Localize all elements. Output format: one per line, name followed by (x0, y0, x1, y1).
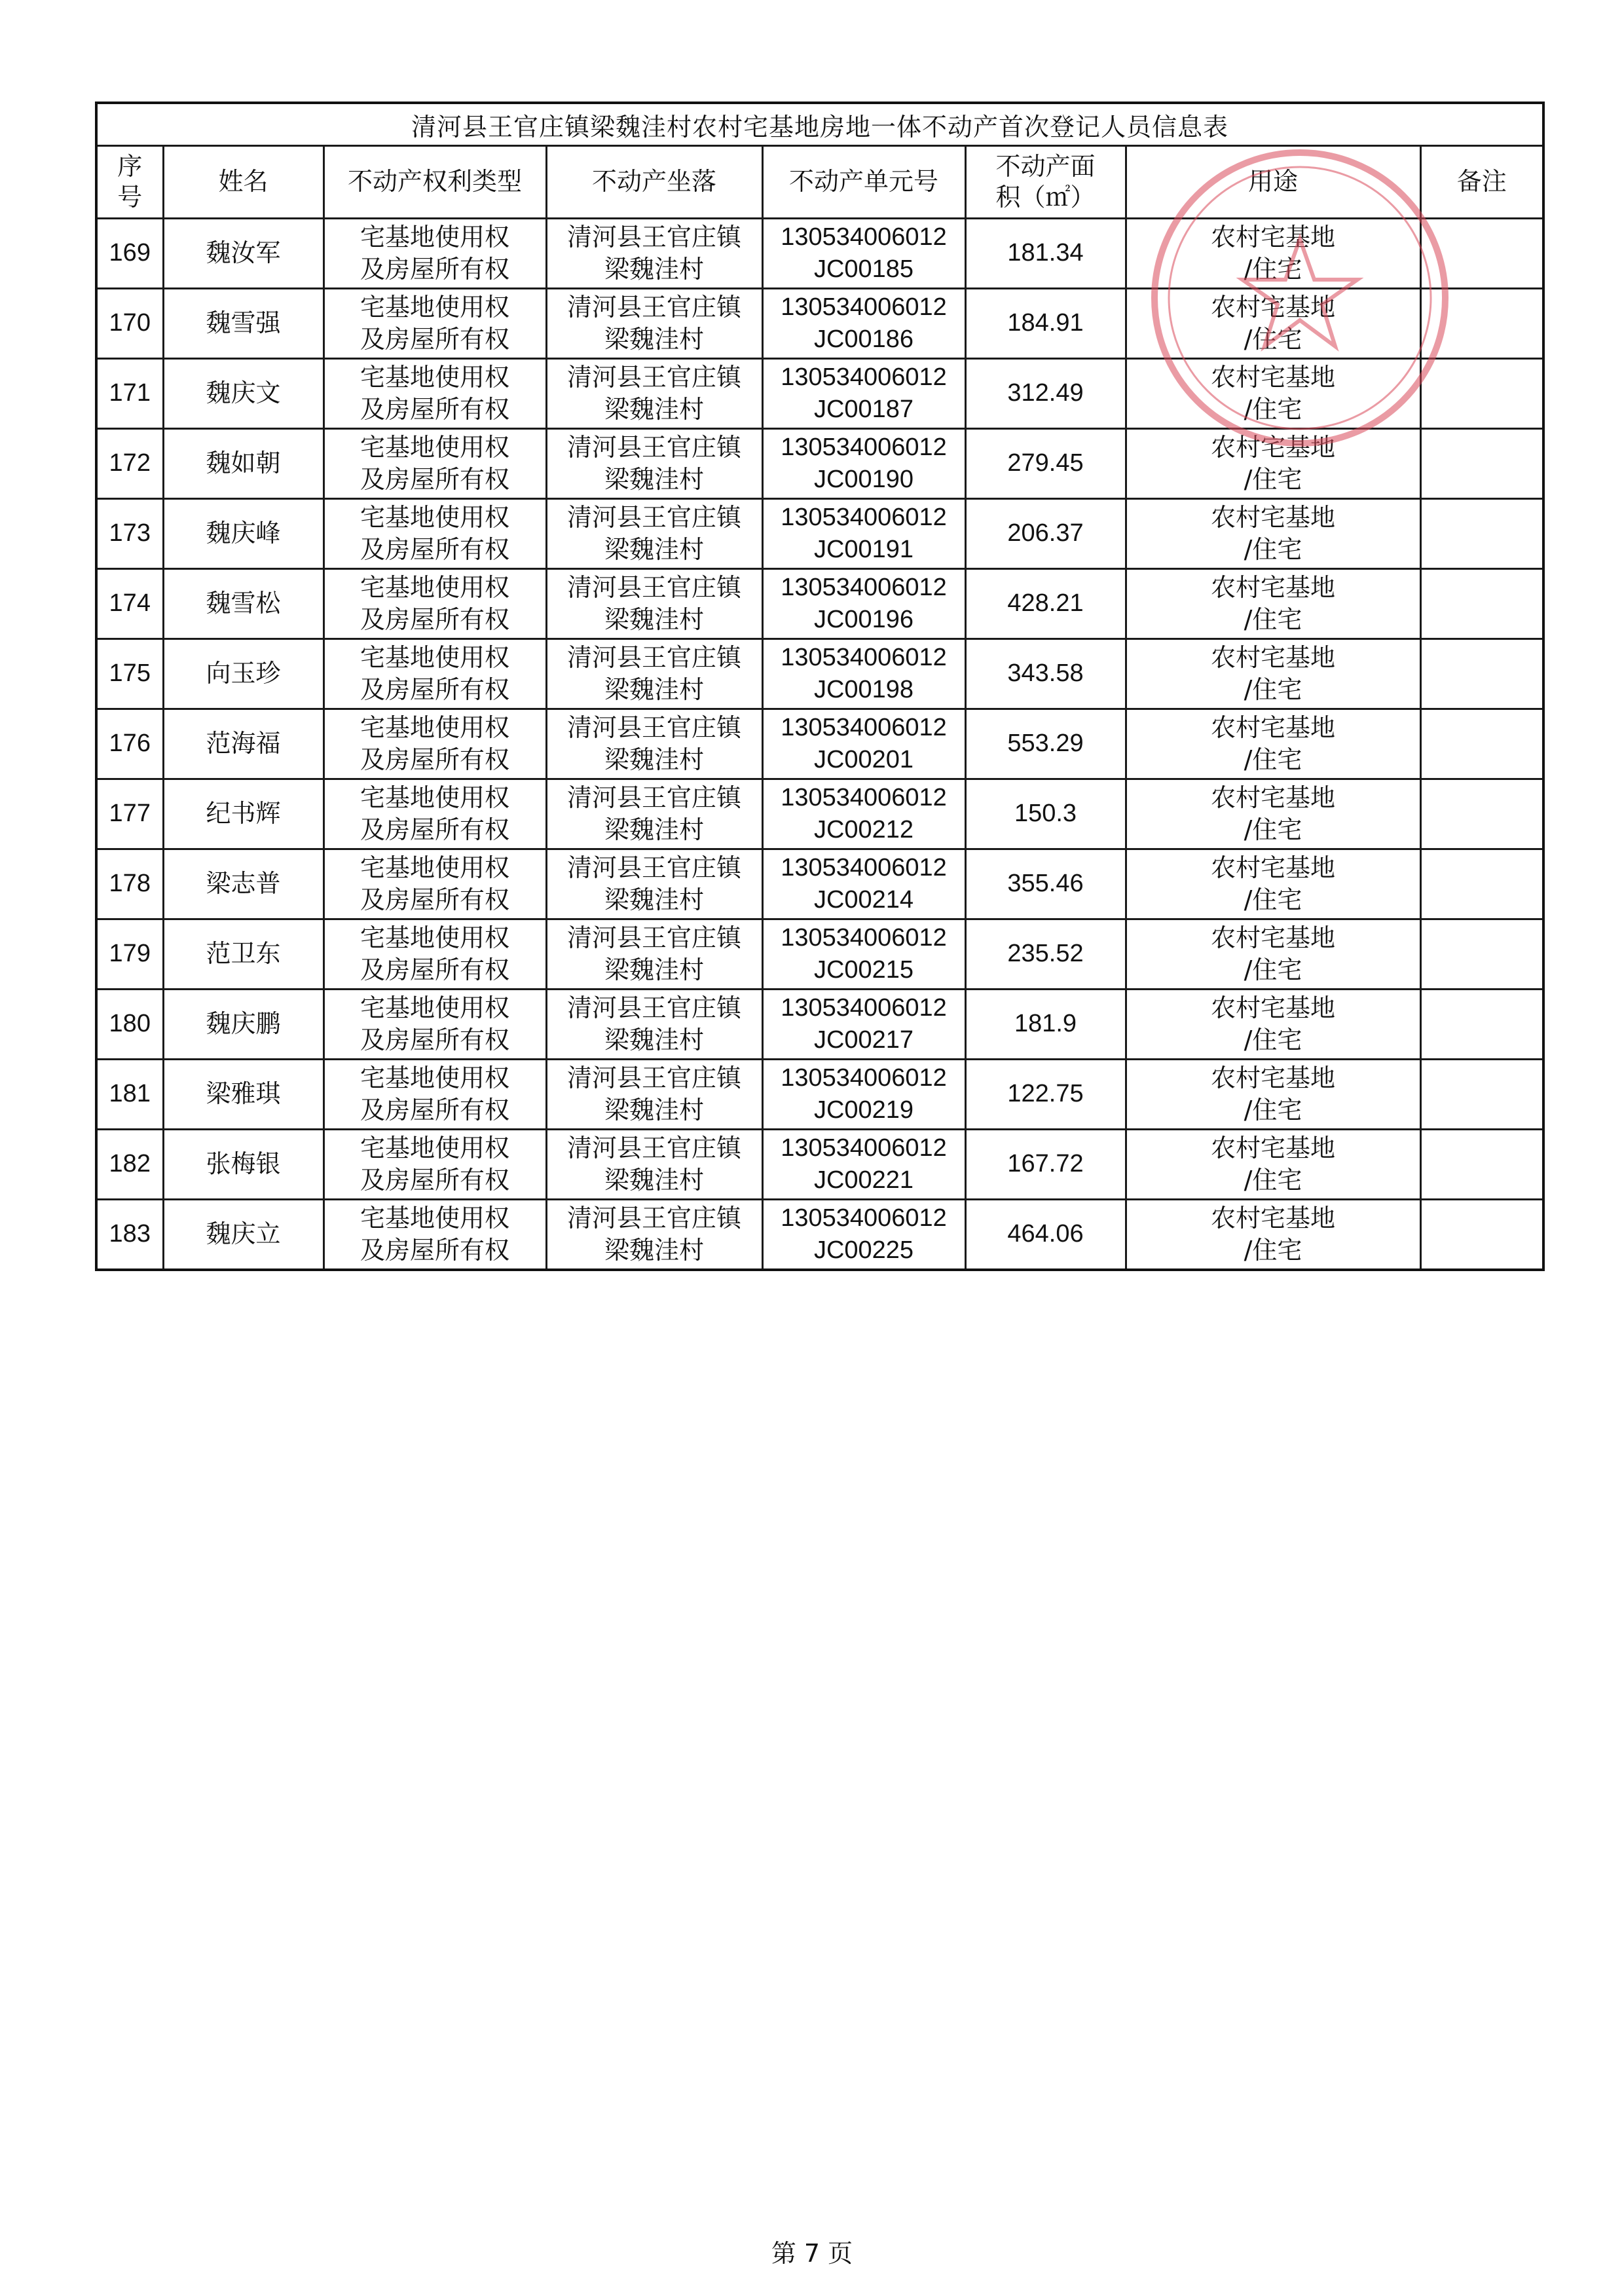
cell-unit-no-line2: JC00219 (813, 1096, 914, 1124)
cell-unit-no-line2: JC00215 (813, 956, 914, 984)
cell-usage-line1: 农村宅基地 (1210, 572, 1335, 602)
cell-unit-no-line1: 130534006012 (781, 993, 947, 1022)
cell-location-line1: 清河县王官庄镇 (566, 783, 741, 812)
cell-location-line2: 梁魏洼村 (604, 955, 704, 984)
cell-location-line1: 清河县王官庄镇 (566, 362, 741, 392)
cell-unit-no (762, 499, 965, 569)
cell-location (546, 429, 762, 499)
cell-location-line2: 梁魏洼村 (604, 465, 704, 494)
table-row (96, 499, 1543, 569)
cell-usage (1126, 709, 1420, 779)
cell-seq: 178 (96, 849, 163, 919)
cell-unit-no-line1: 130534006012 (781, 293, 947, 321)
cell-unit-no (762, 1130, 965, 1200)
cell-right-type-line2: 及房屋所有权 (360, 465, 509, 494)
cell-usage-line1: 农村宅基地 (1210, 783, 1335, 812)
cell-usage (1126, 569, 1420, 639)
cell-remark (1420, 849, 1543, 919)
cell-name: 魏庆立 (163, 1200, 323, 1270)
cell-right-type-line1: 宅基地使用权 (360, 222, 509, 251)
header-name: 姓名 (163, 146, 323, 219)
cell-unit-no-line1: 130534006012 (781, 923, 947, 952)
cell-usage-line2: /住宅 (1244, 1166, 1302, 1194)
cell-unit-no (762, 779, 965, 849)
cell-location-line1: 清河县王官庄镇 (566, 1203, 741, 1232)
cell-unit-no-line2: JC00198 (813, 676, 914, 703)
cell-location-line2: 梁魏洼村 (604, 255, 704, 284)
cell-usage-line1: 农村宅基地 (1210, 432, 1335, 462)
header-location: 不动产坐落 (546, 146, 762, 219)
cell-usage-line2: /住宅 (1244, 675, 1302, 704)
cell-right-type-line1: 宅基地使用权 (360, 572, 509, 602)
cell-remark (1420, 779, 1543, 849)
table-row (96, 1130, 1543, 1200)
cell-location (546, 359, 762, 429)
cell-right-type (323, 1200, 546, 1270)
cell-usage (1126, 359, 1420, 429)
cell-right-type-line1: 宅基地使用权 (360, 432, 509, 462)
cell-area: 312.49 (965, 359, 1126, 429)
cell-remark (1420, 359, 1543, 429)
cell-usage (1126, 499, 1420, 569)
cell-right-type-line2: 及房屋所有权 (360, 745, 509, 774)
cell-usage-line2: /住宅 (1244, 815, 1302, 844)
cell-location-line2: 梁魏洼村 (604, 885, 704, 914)
cell-location-line1: 清河县王官庄镇 (566, 642, 741, 672)
cell-area: 553.29 (965, 709, 1126, 779)
cell-right-type-line1: 宅基地使用权 (360, 1203, 509, 1232)
cell-usage-line2: /住宅 (1244, 955, 1302, 984)
table-row (96, 709, 1543, 779)
cell-location-line2: 梁魏洼村 (604, 535, 704, 564)
table-row (96, 429, 1543, 499)
cell-unit-no-line2: JC00191 (813, 536, 914, 563)
cell-unit-no-line2: JC00185 (813, 255, 914, 283)
table-row (96, 1060, 1543, 1130)
cell-area: 181.34 (965, 219, 1126, 289)
cell-right-type-line1: 宅基地使用权 (360, 923, 509, 952)
cell-right-type-line1: 宅基地使用权 (360, 502, 509, 532)
cell-right-type-line1: 宅基地使用权 (360, 993, 509, 1022)
cell-location (546, 1060, 762, 1130)
cell-right-type (323, 639, 546, 709)
cell-usage-line1: 农村宅基地 (1210, 292, 1335, 322)
cell-location (546, 919, 762, 990)
cell-location-line2: 梁魏洼村 (604, 1026, 704, 1054)
cell-area: 279.45 (965, 429, 1126, 499)
cell-remark (1420, 219, 1543, 289)
cell-usage-line1: 农村宅基地 (1210, 853, 1335, 882)
cell-right-type-line2: 及房屋所有权 (360, 1026, 509, 1054)
cell-location-line2: 梁魏洼村 (604, 395, 704, 424)
cell-seq: 176 (96, 709, 163, 779)
cell-name: 魏庆鹏 (163, 990, 323, 1060)
cell-usage-line2: /住宅 (1244, 1236, 1302, 1265)
cell-unit-no (762, 1060, 965, 1130)
cell-unit-no (762, 569, 965, 639)
cell-usage (1126, 1200, 1420, 1270)
cell-usage (1126, 849, 1420, 919)
cell-usage (1126, 639, 1420, 709)
table-row (96, 849, 1543, 919)
cell-usage (1126, 1130, 1420, 1200)
cell-right-type-line2: 及房屋所有权 (360, 605, 509, 634)
cell-right-type-line1: 宅基地使用权 (360, 292, 509, 322)
cell-unit-no-line2: JC00214 (813, 886, 914, 914)
cell-location-line1: 清河县王官庄镇 (566, 502, 741, 532)
cell-unit-no (762, 919, 965, 990)
cell-area: 355.46 (965, 849, 1126, 919)
cell-unit-no (762, 990, 965, 1060)
cell-unit-no (762, 709, 965, 779)
cell-location-line2: 梁魏洼村 (604, 325, 704, 354)
header-right-type: 不动产权利类型 (323, 146, 546, 219)
cell-usage-line1: 农村宅基地 (1210, 222, 1335, 251)
cell-location (546, 219, 762, 289)
cell-usage-line2: /住宅 (1244, 325, 1302, 354)
cell-usage-line2: /住宅 (1244, 1026, 1302, 1054)
cell-seq: 171 (96, 359, 163, 429)
cell-right-type-line1: 宅基地使用权 (360, 1063, 509, 1092)
cell-name: 魏雪强 (163, 289, 323, 359)
cell-unit-no-line2: JC00221 (813, 1166, 914, 1194)
table-row (96, 990, 1543, 1060)
cell-usage-line2: /住宅 (1244, 395, 1302, 424)
table-row (96, 919, 1543, 990)
cell-seq: 180 (96, 990, 163, 1060)
cell-unit-no-line2: JC00190 (813, 466, 914, 493)
cell-remark (1420, 289, 1543, 359)
cell-location-line2: 梁魏洼村 (604, 1236, 704, 1265)
cell-right-type (323, 289, 546, 359)
cell-area: 235.52 (965, 919, 1126, 990)
cell-location (546, 849, 762, 919)
cell-right-type-line2: 及房屋所有权 (360, 1096, 509, 1124)
table-row (96, 639, 1543, 709)
cell-unit-no-line1: 130534006012 (781, 433, 947, 461)
cell-location (546, 639, 762, 709)
cell-unit-no-line2: JC00212 (813, 816, 914, 843)
cell-seq: 169 (96, 219, 163, 289)
cell-seq: 172 (96, 429, 163, 499)
cell-seq: 181 (96, 1060, 163, 1130)
cell-usage-line2: /住宅 (1244, 465, 1302, 494)
cell-unit-no-line1: 130534006012 (781, 783, 947, 811)
cell-location (546, 709, 762, 779)
cell-area: 206.37 (965, 499, 1126, 569)
cell-right-type (323, 990, 546, 1060)
cell-seq: 179 (96, 919, 163, 990)
cell-location-line2: 梁魏洼村 (604, 745, 704, 774)
cell-unit-no-line1: 130534006012 (781, 363, 947, 391)
cell-usage-line2: /住宅 (1244, 885, 1302, 914)
cell-unit-no (762, 289, 965, 359)
table-row (96, 569, 1543, 639)
cell-unit-no-line2: JC00186 (813, 325, 914, 353)
cell-unit-no-line2: JC00217 (813, 1026, 914, 1054)
cell-right-type (323, 569, 546, 639)
cell-name: 魏如朝 (163, 429, 323, 499)
cell-location (546, 1200, 762, 1270)
cell-unit-no (762, 359, 965, 429)
cell-remark (1420, 1060, 1543, 1130)
cell-unit-no-line1: 130534006012 (781, 503, 947, 531)
cell-right-type (323, 709, 546, 779)
cell-location-line2: 梁魏洼村 (604, 1166, 704, 1194)
cell-right-type-line2: 及房屋所有权 (360, 255, 509, 284)
cell-unit-no (762, 429, 965, 499)
cell-unit-no-line1: 130534006012 (781, 1204, 947, 1232)
cell-location-line1: 清河县王官庄镇 (566, 993, 741, 1022)
cell-usage-line1: 农村宅基地 (1210, 1063, 1335, 1092)
table-row (96, 289, 1543, 359)
cell-unit-no (762, 1200, 965, 1270)
cell-unit-no-line1: 130534006012 (781, 713, 947, 741)
cell-usage-line1: 农村宅基地 (1210, 713, 1335, 742)
cell-right-type (323, 429, 546, 499)
cell-location-line1: 清河县王官庄镇 (566, 432, 741, 462)
cell-right-type-line1: 宅基地使用权 (360, 1133, 509, 1162)
cell-location (546, 779, 762, 849)
table-row (96, 219, 1543, 289)
cell-unit-no-line2: JC00187 (813, 396, 914, 423)
cell-remark (1420, 990, 1543, 1060)
cell-right-type-line1: 宅基地使用权 (360, 783, 509, 812)
cell-usage-line1: 农村宅基地 (1210, 923, 1335, 952)
cell-area: 464.06 (965, 1200, 1126, 1270)
cell-area: 181.9 (965, 990, 1126, 1060)
cell-right-type-line1: 宅基地使用权 (360, 362, 509, 392)
cell-remark (1420, 1200, 1543, 1270)
cell-location-line2: 梁魏洼村 (604, 815, 704, 844)
cell-usage (1126, 990, 1420, 1060)
cell-seq: 173 (96, 499, 163, 569)
cell-usage-line1: 农村宅基地 (1210, 1133, 1335, 1162)
cell-seq: 175 (96, 639, 163, 709)
cell-usage (1126, 289, 1420, 359)
cell-remark (1420, 429, 1543, 499)
cell-usage (1126, 779, 1420, 849)
cell-unit-no (762, 639, 965, 709)
cell-right-type (323, 849, 546, 919)
cell-right-type-line2: 及房屋所有权 (360, 815, 509, 844)
cell-unit-no-line1: 130534006012 (781, 853, 947, 881)
cell-seq: 182 (96, 1130, 163, 1200)
cell-right-type-line2: 及房屋所有权 (360, 395, 509, 424)
cell-name: 魏汝军 (163, 219, 323, 289)
cell-name: 魏庆文 (163, 359, 323, 429)
header-area-line2: 积（㎡） (995, 183, 1096, 212)
cell-unit-no (762, 849, 965, 919)
cell-location (546, 569, 762, 639)
cell-location-line1: 清河县王官庄镇 (566, 222, 741, 251)
table-row (96, 359, 1543, 429)
cell-right-type-line2: 及房屋所有权 (360, 675, 509, 704)
cell-location-line2: 梁魏洼村 (604, 605, 704, 634)
page-number: 第 7 页 (771, 2239, 853, 2268)
header-seq (96, 146, 163, 219)
cell-area: 150.3 (965, 779, 1126, 849)
table-row (96, 779, 1543, 849)
cell-usage (1126, 219, 1420, 289)
cell-area: 167.72 (965, 1130, 1126, 1200)
header-area-line1: 不动产面 (995, 151, 1096, 181)
cell-usage-line1: 农村宅基地 (1210, 642, 1335, 672)
cell-seq: 174 (96, 569, 163, 639)
cell-unit-no-line2: JC00201 (813, 746, 914, 773)
header-seq-line1: 序 (117, 151, 143, 181)
cell-unit-no-line1: 130534006012 (781, 573, 947, 601)
cell-usage-line2: /住宅 (1244, 535, 1302, 564)
registration-table (95, 102, 1545, 1271)
cell-right-type-line2: 及房屋所有权 (360, 885, 509, 914)
cell-location-line1: 清河县王官庄镇 (566, 1133, 741, 1162)
cell-usage-line1: 农村宅基地 (1210, 993, 1335, 1022)
header-usage: 用途 (1126, 146, 1420, 219)
cell-location-line2: 梁魏洼村 (604, 675, 704, 704)
cell-area: 122.75 (965, 1060, 1126, 1130)
cell-name: 魏庆峰 (163, 499, 323, 569)
cell-remark (1420, 499, 1543, 569)
cell-remark (1420, 1130, 1543, 1200)
cell-right-type-line2: 及房屋所有权 (360, 1236, 509, 1265)
cell-usage (1126, 1060, 1420, 1130)
cell-location-line1: 清河县王官庄镇 (566, 923, 741, 952)
cell-right-type (323, 219, 546, 289)
cell-usage-line2: /住宅 (1244, 1096, 1302, 1124)
cell-name: 梁志普 (163, 849, 323, 919)
cell-right-type-line2: 及房屋所有权 (360, 955, 509, 984)
cell-location-line1: 清河县王官庄镇 (566, 1063, 741, 1092)
header-unit-no: 不动产单元号 (762, 146, 965, 219)
cell-usage-line1: 农村宅基地 (1210, 1203, 1335, 1232)
cell-usage-line1: 农村宅基地 (1210, 362, 1335, 392)
header-seq-line2: 号 (117, 183, 143, 212)
cell-right-type (323, 1130, 546, 1200)
cell-name: 范卫东 (163, 919, 323, 990)
cell-right-type (323, 359, 546, 429)
cell-name: 向玉珍 (163, 639, 323, 709)
cell-unit-no-line2: JC00225 (813, 1236, 914, 1264)
cell-seq: 177 (96, 779, 163, 849)
cell-location-line1: 清河县王官庄镇 (566, 572, 741, 602)
cell-seq: 183 (96, 1200, 163, 1270)
cell-usage (1126, 919, 1420, 990)
cell-location-line1: 清河县王官庄镇 (566, 853, 741, 882)
cell-location (546, 499, 762, 569)
cell-area: 184.91 (965, 289, 1126, 359)
cell-usage-line2: /住宅 (1244, 745, 1302, 774)
cell-area: 343.58 (965, 639, 1126, 709)
cell-right-type (323, 779, 546, 849)
cell-right-type (323, 499, 546, 569)
cell-right-type-line2: 及房屋所有权 (360, 325, 509, 354)
cell-right-type (323, 919, 546, 990)
cell-location-line2: 梁魏洼村 (604, 1096, 704, 1124)
cell-unit-no-line1: 130534006012 (781, 1064, 947, 1092)
header-remark: 备注 (1420, 146, 1543, 219)
cell-right-type-line2: 及房屋所有权 (360, 535, 509, 564)
cell-right-type-line1: 宅基地使用权 (360, 853, 509, 882)
cell-unit-no-line1: 130534006012 (781, 643, 947, 671)
cell-right-type-line1: 宅基地使用权 (360, 642, 509, 672)
cell-usage-line2: /住宅 (1244, 255, 1302, 284)
cell-usage-line1: 农村宅基地 (1210, 502, 1335, 532)
table-title: 清河县王官庄镇梁魏洼村农村宅基地房地一体不动产首次登记人员信息表 (96, 103, 1543, 146)
cell-right-type-line2: 及房屋所有权 (360, 1166, 509, 1194)
cell-usage (1126, 429, 1420, 499)
cell-right-type (323, 1060, 546, 1130)
cell-name: 范海福 (163, 709, 323, 779)
cell-seq: 170 (96, 289, 163, 359)
cell-usage-line2: /住宅 (1244, 605, 1302, 634)
cell-right-type-line1: 宅基地使用权 (360, 713, 509, 742)
cell-remark (1420, 919, 1543, 990)
cell-unit-no (762, 219, 965, 289)
cell-remark (1420, 569, 1543, 639)
header-row (96, 146, 1543, 219)
cell-unit-no-line1: 130534006012 (781, 1134, 947, 1162)
header-area (965, 146, 1126, 219)
cell-unit-no-line1: 130534006012 (781, 223, 947, 251)
cell-name: 张梅银 (163, 1130, 323, 1200)
table-row (96, 1200, 1543, 1270)
cell-area: 428.21 (965, 569, 1126, 639)
cell-location (546, 1130, 762, 1200)
cell-location-line1: 清河县王官庄镇 (566, 713, 741, 742)
cell-remark (1420, 639, 1543, 709)
cell-name: 纪书辉 (163, 779, 323, 849)
cell-remark (1420, 709, 1543, 779)
cell-unit-no-line2: JC00196 (813, 606, 914, 633)
cell-name: 魏雪松 (163, 569, 323, 639)
cell-location (546, 289, 762, 359)
cell-location-line1: 清河县王官庄镇 (566, 292, 741, 322)
table-body (96, 219, 1543, 1270)
cell-location (546, 990, 762, 1060)
cell-name: 梁雅琪 (163, 1060, 323, 1130)
